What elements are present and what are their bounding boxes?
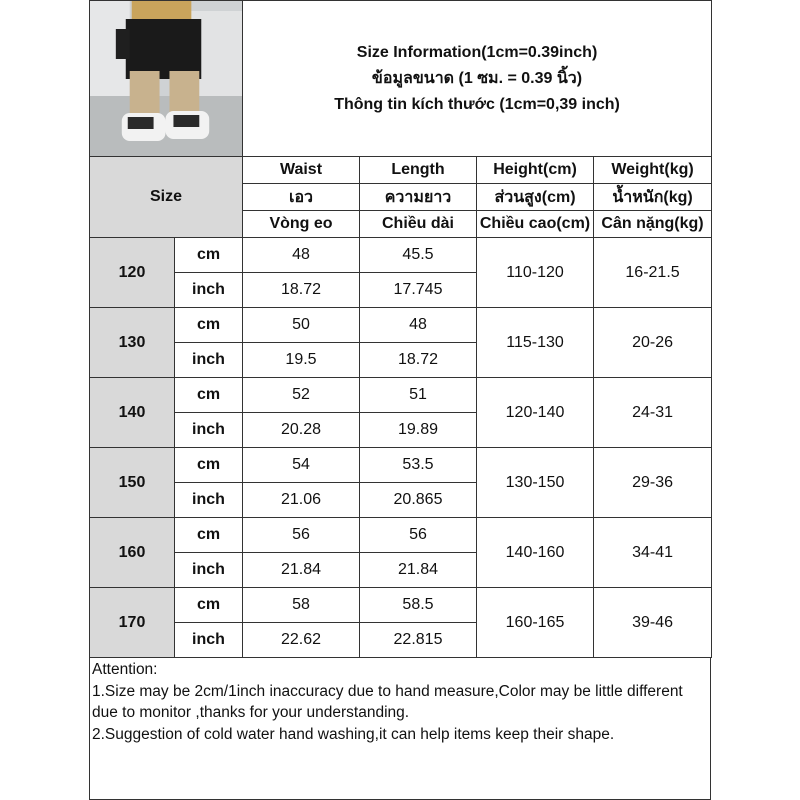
size-label: 130: [90, 308, 175, 378]
length-inch: 20.865: [360, 483, 477, 518]
col-header-waist-th: เอว: [243, 184, 360, 211]
col-header-length-vi: Chiều dài: [360, 211, 477, 238]
waist-cm: 54: [243, 448, 360, 483]
unit-cm-label: cm: [175, 518, 243, 553]
unit-inch-label: inch: [175, 623, 243, 658]
waist-inch: 21.06: [243, 483, 360, 518]
height-range: 120-140: [477, 378, 594, 448]
attention-note-2: 2.Suggestion of cold water hand washing,it can help items keep their shape.: [92, 725, 615, 743]
size-chart-table: [89, 0, 712, 658]
waist-cm: 48: [243, 238, 360, 273]
waist-inch: 20.28: [243, 413, 360, 448]
weight-range: 34-41: [594, 518, 712, 588]
length-inch: 17.745: [360, 273, 477, 308]
weight-range: 16-21.5: [594, 238, 712, 308]
height-range: 115-130: [477, 308, 594, 378]
unit-cm-label: cm: [175, 588, 243, 623]
col-header-length-en: Length: [360, 157, 477, 184]
weight-range: 39-46: [594, 588, 712, 658]
height-range: 140-160: [477, 518, 594, 588]
length-cm: 53.5: [360, 448, 477, 483]
length-inch: 18.72: [360, 343, 477, 378]
col-header-weight-en: Weight(kg): [594, 157, 712, 184]
size-label: 120: [90, 238, 175, 308]
waist-cm: 58: [243, 588, 360, 623]
col-header-height-en: Height(cm): [477, 157, 594, 184]
length-inch: 22.815: [360, 623, 477, 658]
title-vietnamese: Thông tin kích thước (1cm=0,39 inch): [334, 95, 620, 113]
length-inch: 19.89: [360, 413, 477, 448]
title-thai: ข้อมูลขนาด (1 ซม. = 0.39 นิ้ว): [371, 69, 583, 87]
unit-cm-label: cm: [175, 308, 243, 343]
size-info-banner: [243, 1, 712, 157]
height-range: 130-150: [477, 448, 594, 518]
length-cm: 45.5: [360, 238, 477, 273]
length-cm: 48: [360, 308, 477, 343]
col-header-length-th: ความยาว: [360, 184, 477, 211]
waist-inch: 18.72: [243, 273, 360, 308]
unit-inch-label: inch: [175, 483, 243, 518]
product-photo-illustration: [90, 1, 242, 156]
attention-heading: Attention:: [92, 661, 158, 678]
col-header-height-th: ส่วนสูง(cm): [477, 184, 594, 211]
product-photo: [90, 1, 243, 157]
height-range: 160-165: [477, 588, 594, 658]
waist-cm: 50: [243, 308, 360, 343]
size-label: 140: [90, 378, 175, 448]
size-label: 150: [90, 448, 175, 518]
unit-inch-label: inch: [175, 553, 243, 588]
unit-cm-label: cm: [175, 378, 243, 413]
waist-cm: 56: [243, 518, 360, 553]
title-english: Size Information(1cm=0.39inch): [356, 43, 598, 61]
attention-notes: [89, 658, 711, 800]
unit-inch-label: inch: [175, 273, 243, 308]
unit-cm-label: cm: [175, 448, 243, 483]
size-chart-sheet: [89, 0, 711, 800]
waist-inch: 22.62: [243, 623, 360, 658]
col-header-waist-en: Waist: [243, 157, 360, 184]
col-header-height-vi: Chiều cao(cm): [477, 211, 594, 238]
unit-cm-label: cm: [175, 238, 243, 273]
height-range: 110-120: [477, 238, 594, 308]
waist-cm: 52: [243, 378, 360, 413]
size-label: 160: [90, 518, 175, 588]
size-label: 170: [90, 588, 175, 658]
waist-inch: 19.5: [243, 343, 360, 378]
attention-note-1: 1.Size may be 2cm/1inch inaccuracy due to hand measure,Color may be little different due to monitor ,thanks for your understanding.: [92, 682, 683, 721]
length-inch: 21.84: [360, 553, 477, 588]
length-cm: 58.5: [360, 588, 477, 623]
col-header-weight-th: น้ำหนัก(kg): [594, 184, 712, 211]
col-header-waist-vi: Vòng eo: [243, 211, 360, 238]
waist-inch: 21.84: [243, 553, 360, 588]
col-header-weight-vi: Cân nặng(kg): [594, 211, 712, 238]
length-cm: 51: [360, 378, 477, 413]
weight-range: 20-26: [594, 308, 712, 378]
weight-range: 24-31: [594, 378, 712, 448]
size-header: Size: [90, 157, 243, 238]
unit-inch-label: inch: [175, 413, 243, 448]
weight-range: 29-36: [594, 448, 712, 518]
length-cm: 56: [360, 518, 477, 553]
unit-inch-label: inch: [175, 343, 243, 378]
